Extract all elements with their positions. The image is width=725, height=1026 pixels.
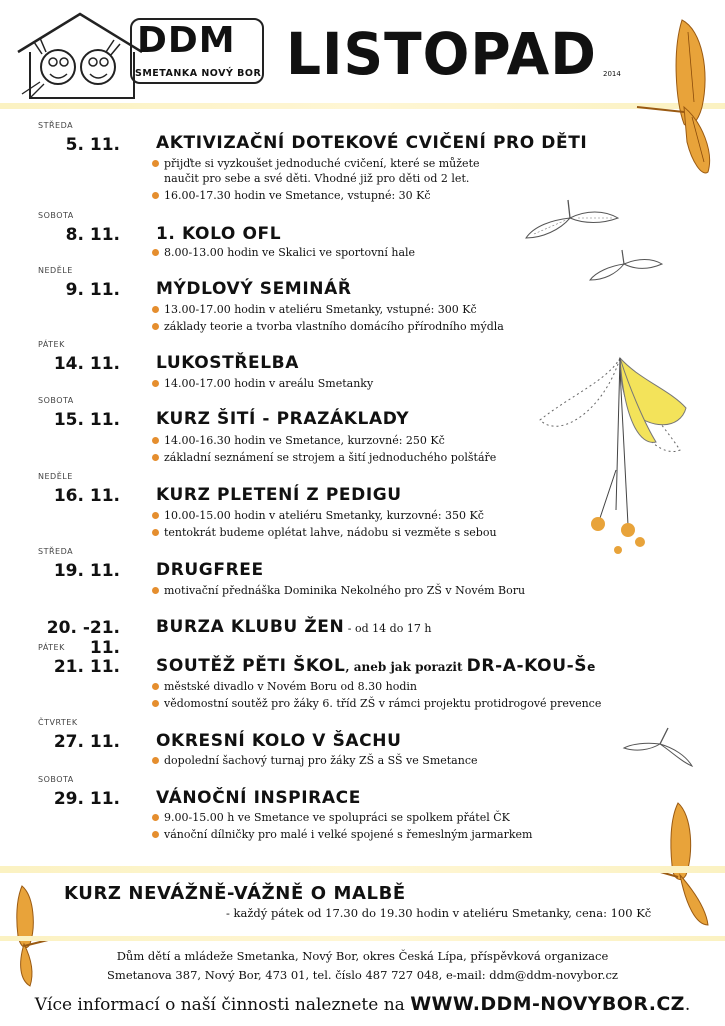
event-date: 9. 11. xyxy=(65,280,120,300)
event-day: SOBOTA xyxy=(38,396,74,405)
event-title-suffix: , aneb jak porazit xyxy=(345,660,467,674)
event-title: KURZ ŠITÍ - PRAZÁKLADY xyxy=(156,409,410,429)
info-line: Více informací o naší činnosti naleznete na WWW.DDM-NOVYBOR.CZ. xyxy=(34,993,691,1015)
event-date: 16. 11. xyxy=(53,486,120,506)
event-detail: městské divadlo v Novém Boru od 8.30 hodin xyxy=(152,680,417,693)
divider-band xyxy=(0,866,725,873)
maple-seed-top-right-illustration xyxy=(632,12,722,182)
event-title: DRUGFREE xyxy=(156,560,264,580)
divider-band xyxy=(0,936,725,941)
event-day: STŘEDA xyxy=(38,547,74,556)
bullet-icon xyxy=(152,380,159,387)
event-title-tail: DR-A-KOU-Še xyxy=(466,656,596,676)
event-title: LUKOSTŘELBA xyxy=(156,353,299,373)
maple-seed-bottom-right-illustration xyxy=(648,795,718,935)
page-title: LISTOPAD xyxy=(286,20,597,88)
bullet-icon xyxy=(152,683,159,690)
event-date: 8. 11. xyxy=(65,225,120,245)
event-detail: motivační přednáška Dominika Nekolného pro ZŠ v Novém Boru xyxy=(152,584,525,597)
event-title: BURZA KLUBU ŽEN - od 14 do 17 h xyxy=(156,617,432,637)
event-day: ČTVRTEK xyxy=(38,718,78,727)
bullet-icon xyxy=(152,437,159,444)
bullet-icon xyxy=(152,814,159,821)
bullet-icon xyxy=(152,160,159,167)
year-label: 2014 xyxy=(603,70,621,78)
maple-seed-flying-3-illustration xyxy=(620,722,700,772)
event-day: STŘEDA xyxy=(38,121,74,130)
event-day: PÁTEK xyxy=(38,340,65,349)
event-detail: 10.00-15.00 hodin v ateliéru Smetanky, kurzovné: 350 Kč xyxy=(152,509,484,522)
event-title: SOUTĚŽ PĚTI ŠKOL, aneb jak porazit DR-A-KOU-Še xyxy=(156,656,596,676)
event-date: 21. 11. xyxy=(53,657,120,677)
logo-subtitle: SMETANKA NOVÝ BOR xyxy=(135,68,262,79)
event-date: 20. -21. 11. xyxy=(46,618,120,658)
event-title: OKRESNÍ KOLO V ŠACHU xyxy=(156,731,402,751)
bullet-icon xyxy=(152,700,159,707)
bullet-icon xyxy=(152,757,159,764)
address-line-2: Smetanova 387, Nový Bor, 473 01, tel. číslo 487 727 048, e-mail: ddm@ddm-novybor.cz xyxy=(107,968,618,982)
event-date: 14. 11. xyxy=(53,354,120,374)
event-detail: 9.00-15.00 h ve Smetance ve spolupráci se spolkem přátel ČK xyxy=(152,811,510,824)
event-title: VÁNOČNÍ INSPIRACE xyxy=(156,788,361,808)
logo-name: DDM xyxy=(137,20,236,61)
bullet-icon xyxy=(152,192,159,199)
bullet-icon xyxy=(152,587,159,594)
divider-band xyxy=(0,103,725,109)
bullet-icon xyxy=(152,529,159,536)
event-title: KURZ PLETENÍ Z PEDIGU xyxy=(156,485,402,505)
course-title: KURZ NEVÁŽNĚ-VÁŽNĚ O MALBĚ xyxy=(64,883,406,904)
event-date: 15. 11. xyxy=(53,410,120,430)
event-detail: základy teorie a tvorba vlastního domácího přírodního mýdla xyxy=(152,320,504,333)
event-day: PÁTEK xyxy=(38,643,65,652)
event-date: 5. 11. xyxy=(65,135,120,155)
website-link[interactable]: WWW.DDM-NOVYBOR.CZ xyxy=(410,993,685,1015)
bullet-icon xyxy=(152,512,159,519)
event-detail: tentokrát budeme oplétat lahve, nádobu si vezměte s sebou xyxy=(152,526,497,539)
maple-seed-falling-illustration xyxy=(520,350,690,560)
event-title: 1. KOLO OFL xyxy=(156,224,282,244)
event-title-suffix: - od 14 do 17 h xyxy=(344,622,432,635)
event-detail: naučit pro sebe a své děti. Vhodné již pro děti od 2 let. xyxy=(164,172,470,185)
maple-seed-flying-2-illustration xyxy=(586,244,666,284)
event-day: SOBOTA xyxy=(38,775,74,784)
event-day: NEDĚLE xyxy=(38,472,73,481)
bullet-icon xyxy=(152,454,159,461)
bullet-icon xyxy=(152,831,159,838)
event-title: AKTIVIZAČNÍ DOTEKOVÉ CVIČENÍ PRO DĚTI xyxy=(156,133,588,153)
event-detail: dopolední šachový turnaj pro žáky ZŠ a SŠ ve Smetance xyxy=(152,754,478,767)
course-note: - každý pátek od 17.30 do 19.30 hodin v ateliéru Smetanky, cena: 100 Kč xyxy=(226,906,652,920)
event-date: 27. 11. xyxy=(53,732,120,752)
event-date: 19. 11. xyxy=(53,561,120,581)
maple-seed-flying-1-illustration xyxy=(522,196,622,246)
event-detail: přijďte si vyzkoušet jednoduché cvičení, které se můžete xyxy=(152,157,480,170)
bullet-icon xyxy=(152,323,159,330)
event-detail: 16.00-17.30 hodin ve Smetance, vstupné: 30 Kč xyxy=(152,189,431,202)
event-title: MÝDLOVÝ SEMINÁŘ xyxy=(156,279,352,299)
event-day: NEDĚLE xyxy=(38,266,73,275)
address-line-1: Dům dětí a mládeže Smetanka, Nový Bor, okres Česká Lípa, příspěvková organizace xyxy=(116,949,609,963)
event-detail: 14.00-16.30 hodin ve Smetance, kurzovné: 250 Kč xyxy=(152,434,445,447)
event-detail: 13.00-17.00 hodin v ateliéru Smetanky, vstupné: 300 Kč xyxy=(152,303,477,316)
event-detail: základní seznámení se strojem a šití jednoduchého polštáře xyxy=(152,451,496,464)
event-detail: 8.00-13.00 hodin ve Skalici ve sportovní hale xyxy=(152,246,415,259)
event-detail: vědomostní soutěž pro žáky 6. tříd ZŠ v rámci projektu protidrogové prevence xyxy=(152,697,601,710)
bullet-icon xyxy=(152,306,159,313)
bullet-icon xyxy=(152,249,159,256)
event-detail: vánoční dílničky pro malé i velké spojené s řemeslným jarmarkem xyxy=(152,828,532,841)
event-detail: 14.00-17.00 hodin v areálu Smetanky xyxy=(152,377,373,390)
event-day: SOBOTA xyxy=(38,211,74,220)
event-date: 29. 11. xyxy=(53,789,120,809)
